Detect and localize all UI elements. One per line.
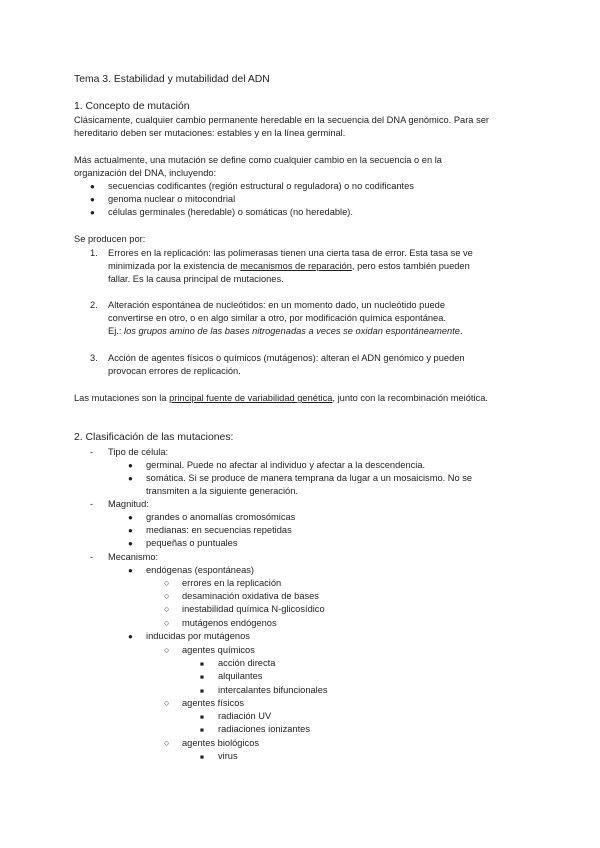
cause-2-example (108, 325, 463, 338)
magnitud-item: medianas: en secuencias repetidas (146, 525, 292, 535)
quimicos-item: alquilantes (218, 671, 263, 681)
dash-marker: - (90, 499, 94, 509)
biologicos-item: virus (218, 751, 238, 761)
tipo-item-cont: transmiten a la siguiente generación. (146, 486, 298, 496)
cause-3-line-2: provocan errores de replicación. (108, 366, 241, 376)
circle-bullet-icon: ○ (164, 591, 170, 601)
endogenas-item: inestabilidad química N-glicosídico (182, 604, 325, 614)
quimicos-item: acción directa (218, 658, 276, 668)
bullet-dot-icon: ● (90, 208, 95, 217)
tipo-label: Tipo de célula: (108, 447, 169, 457)
square-bullet-icon: ■ (200, 688, 204, 695)
example-end: . (459, 326, 463, 336)
tipo-item: germinal. Puede no afectar al individuo y afectar a la descendencia. (146, 460, 426, 470)
example-label: Ej.: (108, 326, 125, 336)
repair-mechanisms-link[interactable]: mecanismos de reparación (240, 261, 352, 271)
cause-1-line-3: fallar. Es la causa principal de mutaciones. (108, 274, 284, 284)
paragraph-2-line-2: organización del DNA, incluyendo: (74, 168, 217, 178)
magnitud-label: Magnitud: (108, 499, 149, 509)
cause-2-line-1: Alteración espontánea de nucleótidos: en un momento dado, un nucleótido puede (108, 300, 446, 310)
bullet-item: genoma nuclear o mitocondrial (108, 194, 236, 204)
cause-3-line-1: Acción de agentes físicos o químicos (mutágenos): alteran el ADN genómico y pueden (108, 353, 465, 363)
square-bullet-icon: ■ (200, 714, 204, 721)
final-text: Las mutaciones son la (74, 393, 170, 403)
paragraph-2-line-1: Más actualmente, una mutación se define como cualquier cambio en la secuencia o en la (74, 155, 442, 165)
bullet-dot-icon: ● (128, 632, 133, 641)
dash-marker: - (90, 447, 94, 457)
cause-3-number: 3. (90, 353, 98, 363)
section-2-heading: 2. Clasificación de las mutaciones: (74, 432, 234, 443)
bullet-dot-icon: ● (128, 461, 133, 470)
paragraph-1-line-2: hereditario deben ser mutaciones: estables y en la línea germinal. (74, 128, 346, 138)
fisicos-item: radiaciones ionizantes (218, 724, 310, 734)
bullet-dot-icon: ● (128, 539, 133, 548)
quimicos-label: agentes químicos (182, 645, 255, 655)
square-bullet-icon: ■ (200, 661, 204, 668)
square-bullet-icon: ■ (200, 674, 204, 681)
bullet-item: células germinales (heredable) o somáticas (no heredable). (108, 207, 353, 217)
fisicos-label: agentes físicos (182, 698, 245, 708)
final-paragraph (74, 392, 488, 405)
example-text: los grupos amino de las bases nitrogenadas a veces se oxidan espontáneamente (124, 326, 460, 336)
bullet-dot-icon: ● (128, 566, 133, 575)
cause-1-text: , pero estos también pueden (351, 261, 470, 271)
cause-1-number: 1. (90, 248, 98, 258)
paragraph-1-line-1: Clásicamente, cualquier cambio permanente heredable en la secuencia del DNA genómico. Para ser (74, 115, 489, 125)
endogenas-item: mutágenos endógenos (182, 618, 277, 628)
final-text: , junto con la recombinación meiótica. (332, 393, 488, 403)
mecanismo-label: Mecanismo: (108, 552, 159, 562)
endogenas-item: errores en la replicación (182, 578, 282, 588)
endogenas-label: endógenas (espontáneas) (146, 565, 255, 575)
circle-bullet-icon: ○ (164, 738, 170, 748)
dash-marker: - (90, 552, 94, 562)
square-bullet-icon: ■ (200, 727, 204, 734)
circle-bullet-icon: ○ (164, 604, 170, 614)
bullet-dot-icon: ● (90, 182, 95, 191)
magnitud-item: pequeñas o puntuales (146, 538, 238, 548)
section-1-heading: 1. Concepto de mutación (74, 101, 190, 112)
biologicos-label: agentes biológicos (182, 738, 260, 748)
square-bullet-icon: ■ (200, 754, 204, 761)
bullet-dot-icon: ● (128, 474, 133, 483)
inducidas-label: inducidas por mutágenos (146, 631, 250, 641)
circle-bullet-icon: ○ (164, 645, 170, 655)
quimicos-item: intercalantes bifuncionales (218, 685, 328, 695)
cause-1-text: minimizada por la existencia de (108, 261, 241, 271)
fisicos-item: radiación UV (218, 711, 272, 721)
bullet-dot-icon: ● (128, 526, 133, 535)
document-title: Tema 3. Estabilidad y mutabilidad del ADN (74, 74, 270, 85)
bullet-dot-icon: ● (128, 513, 133, 522)
bullet-dot-icon: ● (90, 195, 95, 204)
endogenas-item: desaminación oxidativa de bases (182, 591, 319, 601)
cause-1-line-2 (108, 260, 470, 273)
se-producen-label: Se producen por: (74, 234, 146, 244)
variability-link[interactable]: principal fuente de variabilidad genética (169, 393, 333, 403)
cause-2-line-2: convertirse en otro, o en algo similar a otro, por modificación química espontánea. (108, 313, 446, 323)
magnitud-item: grandes o anomalías cromosómicas (146, 512, 296, 522)
cause-2-number: 2. (90, 300, 98, 310)
bullet-item: secuencias codificantes (región estructural o reguladora) o no codificantes (108, 181, 414, 191)
circle-bullet-icon: ○ (164, 618, 170, 628)
circle-bullet-icon: ○ (164, 698, 170, 708)
cause-1-line-1: Errores en la replicación: las polimerasas tienen una cierta tasa de error. Esta tasa se ve (108, 248, 473, 258)
circle-bullet-icon: ○ (164, 578, 170, 588)
tipo-item: somática. Si se produce de manera temprana da lugar a un mosaicismo. No se (146, 473, 473, 483)
